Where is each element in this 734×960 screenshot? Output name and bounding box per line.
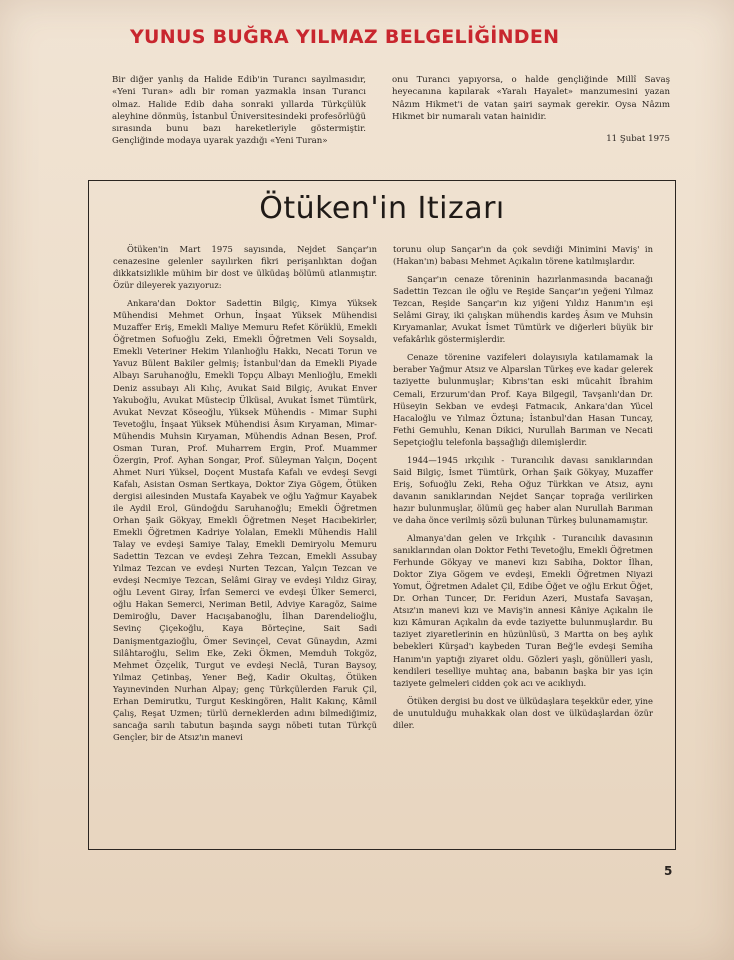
- paragraph: Almanya'dan gelen ve Irkçılık - Turancılık davasının sanıklarından olan Doktor Fethi Tevetoğlu, Emekli Öğretmen Ferhunde Gökyay ve manevi kızı Sabiha, Doktor İlhan, Doktor Ziya Gögem ve evdeşi, Emekli Öğretmen Niyazi Yomut, Öğretmen Adalet Çil, Edibe Öğet ve oğlu Erkut Öğet, Dr. Orhan Tuncer, Dr. Feridun Azeri, Mustafa Savaşan, Atsız'ın manevi kızı ve Maviş'in annesi Kâniye Açıkalın ile kızı Kâmuran Açıkalın da evde taziyette bulunmuşlardır. Bu taziyet ziyaretlerinin en hüzünlüsü, 3 Martta on beş aylık bebekleri Kürşad'ı kaybeden Turan Beğ'le evdeşi Semiha Hanım'ın yaptığı ziyaret oldu. Gözleri yaşlı, gönülleri yaslı, kendileri teselliye muhtaç ana, babanın başka bir yas için taziyete gelmeleri cidden çok acı ve acıklıydı.: [393, 533, 653, 688]
- article-box: [88, 180, 676, 850]
- previous-article-date: 11 Şubat 1975: [606, 134, 670, 145]
- archive-watermark: YUNUS BUĞRA YILMAZ BELGELİĞİNDEN: [130, 26, 560, 48]
- article-left-column: [113, 243, 377, 749]
- previous-article-text: onu Turancı yapıyorsa, o halde gençliğinde Millî Savaş heyecanına kapılarak «Yaralı Hayalet» manzumesini yazan Nâzım Hikmet'i de vatan şairi saymak gerekir. Oysa Nâzım Hikmet bir numaralı vatan hainidir.: [392, 75, 670, 122]
- paragraph: torunu olup Sançar'ın da çok sevdiği Minimini Maviş' in (Hakan'ın) babası Mehmet Açıkalın törene katılmışlardır.: [393, 244, 653, 267]
- page-number: 5: [664, 864, 673, 878]
- paragraph: Cenaze törenine vazifeleri dolayısıyla katılamamak la beraber Yağmur Atsız ve Alparslan Türkeş eve kadar gelerek taziyette bulunmuşlar; Kıbrıs'tan eski mücahit İbrahim Cemali, Erzurum'dan Prof. Kaya Bilgegil, Tavşanlı'dan Dr. Hüseyin Sekban ve evdeşi Fatmacık, Ankara'dan Yücel Hacaloğlu ve Yılmaz Öztuna; İstanbul'dan Hasan Tuncay, Fethi Gemuhlu, Kenan Dikici, Nurullah Barıman ve Necati Sepetçioğlu telefonla başsağlığı dilemişlerdir.: [393, 352, 653, 447]
- previous-article-left-column: Bir diğer yanlış da Halide Edib'in Turancı sayılmasıdır, «Yeni Turan» adlı bir roman yazmakla insan Turancı olmaz. Halide Edib daha sonraki yıllarda Türkçülük aleyhine dönmüş, İstanbul Üniversitesindeki profesörlüğü sırasında bunu bazı hareketleriyle göstermiştir. Gençliğinde modaya uyarak yazdığı «Yeni Turan»: [112, 75, 366, 147]
- paragraph: 1944—1945 ırkçılık - Turancılık davası sanıklarından Said Bilgiç, İsmet Tümtürk, Orhan Şaik Gökyay, Muzaffer Eriş, Sofuoğlu Zeki, Reha Oğuz Türkkan ve Atsız, aynı davanın sanıklarından Nejdet Sançar toprağa verilirken hazır bulunmuşlar, ölümü geç haber alan Nurullah Barıman ve daha önce verilmiş sözü bulunan Türkeş bulunamamıştır.: [393, 454, 653, 525]
- paragraph: Ötüken'in Mart 1975 sayısında, Nejdet Sançar'ın cenazesine gelenler sayılırken fikri perişanlıktan doğan dikkatsizlikle mühim bir dost ve ülküdaş bölümü atlanmıştır. Özür dileyerek yazıyoruz:: [113, 244, 377, 291]
- paragraph: Ötüken dergisi bu dost ve ülküdaşlara teşekkür eder, yine de unutulduğu muhakkak olan dost ve ülküdaşlardan özür diler.: [393, 695, 653, 730]
- paragraph: Ankara'dan Doktor Sadettin Bilgiç, Kimya Yüksek Mühendisi Mehmet Orhun, İnşaat Yüksek Mühendisi Muzaffer Eriş, Emekli Maliye Memuru Refet Körüklü, Emekli Öğretmen Sofuoğlu Zeki, Emekli Öğretmen Veli Soysaldı, Emekli Veteriner Hekim Yılanlıoğlu Hakkı, Necati Torun ve Yavuz Bülent Bakiler gelmiş; İstanbul'dan da Emekli Piyade Albayı Saruhanoğlu, Emekli Topçu Albayı Menlioğlu, Emekli Deniz assubayı Ali Kılıç, Avukat Said Bilgiç, Avukat Enver Yakuboğlu, Avukat Müstecip Ülküsal, Avukat İsmet Tümtürk, Avukat Nevzat Köseoğlu, Yüksek Mühendis - Mimar Suphi Tevetoğlu, İnşaat Yüksek Mühendisi Âsım Kıryaman, Mimar-Mühendis Muhsin Kıryaman, Mühendis Adnan Besen, Prof. Osman Turan, Prof. Muharrem Ergin, Prof. Muammer Özergin, Prof. Ayhan Songar, Prof. Süleyman Yalçın, Doçent Ahmet Nuri Yüksel, Doçent Mustafa Kafalı ve evdeşi Sevgi Kafalı, Asistan Osman Sertkaya, Doktor Ziya Gögem, Ötüken dergisi ailesinden Mustafa Kayabek ve oğlu Yağmur Kayabek ile Aydil Erol, Gündoğdu Saruhanoğlu; Emekli Öğretmen Orhan Şaik Gökyay, Emekli Öğretmen Neşet Hacıbekirler, Emekli Öğretmen Kadriye Yolalan, Emekli Mühendis Halil Talay ve evdeşi Samiye Talay, Emekli Demiryolu Memuru Sadettin Tezcan ve evdeşi Zehra Tezcan, Emekli Assubay Yılmaz Tezcan ve evdeşi Nurten Tezcan, Yalçın Tezcan ve evdeşi Necmiye Tezcan, Selâmi Giray ve evdeşi Yıldız Giray, oğlu Levent Giray, İrfan Semerci ve evdeşi Ülker Semerci, oğlu Hakan Semerci, Neriman Betil, Adviye Karagöz, Saime Demiroğlu, Daver Hacışabanoğlu, İlhan Darendelioğlu, Sevinç Çiçekoğlu, Kaya Börteçine, Sait Sadi Danişmentgazioğlu, Ömer Sevinçel, Cevat Günaydın, Azmi Silâhtaroğlu, Selim Eke, Zeki Ökmen, Memduh Tokgöz, Mehmet Özçelik, Turgut ve evdeşi Neclâ, Turan Baysoy, Yılmaz Çetinbaş, Yener Beğ, Kadir Okultaş, Ötüken Yayınevinden Nurhan Alpay; genç Türkçülerden Faruk Çil, Erhan Demirutku, Turgut Keskingören, Halit Kakınç, Kâmil Çalış, Reşat Uzmen; türlü derneklerden adını bilmediğimiz, sancağa sarılı tabutun başında saygı nöbeti tutan Türkçü Gençler, bir de Atsız'ın manevi: [113, 298, 377, 742]
- previous-article-right-column: [392, 74, 670, 145]
- article-title: Ötüken'in Itizarı: [259, 191, 505, 226]
- article-right-column: [393, 243, 653, 737]
- paragraph: Sançar'ın cenaze töreninin hazırlanmasında bacanağı Sadettin Tezcan ile oğlu ve Reşide Sançar'ın yeğeni Yılmaz Tezcan, Reşide Sançar'ın kız yiğeni Yıldız Hanım'ın eşi Selâmi Giray, iki çalışkan mühendis kardeş Âsım ve Muhsin Kıryamanlar, Avukat İsmet Tümtürk ve diğerleri büyük bir vefakârlık göstermişlerdir.: [393, 274, 653, 345]
